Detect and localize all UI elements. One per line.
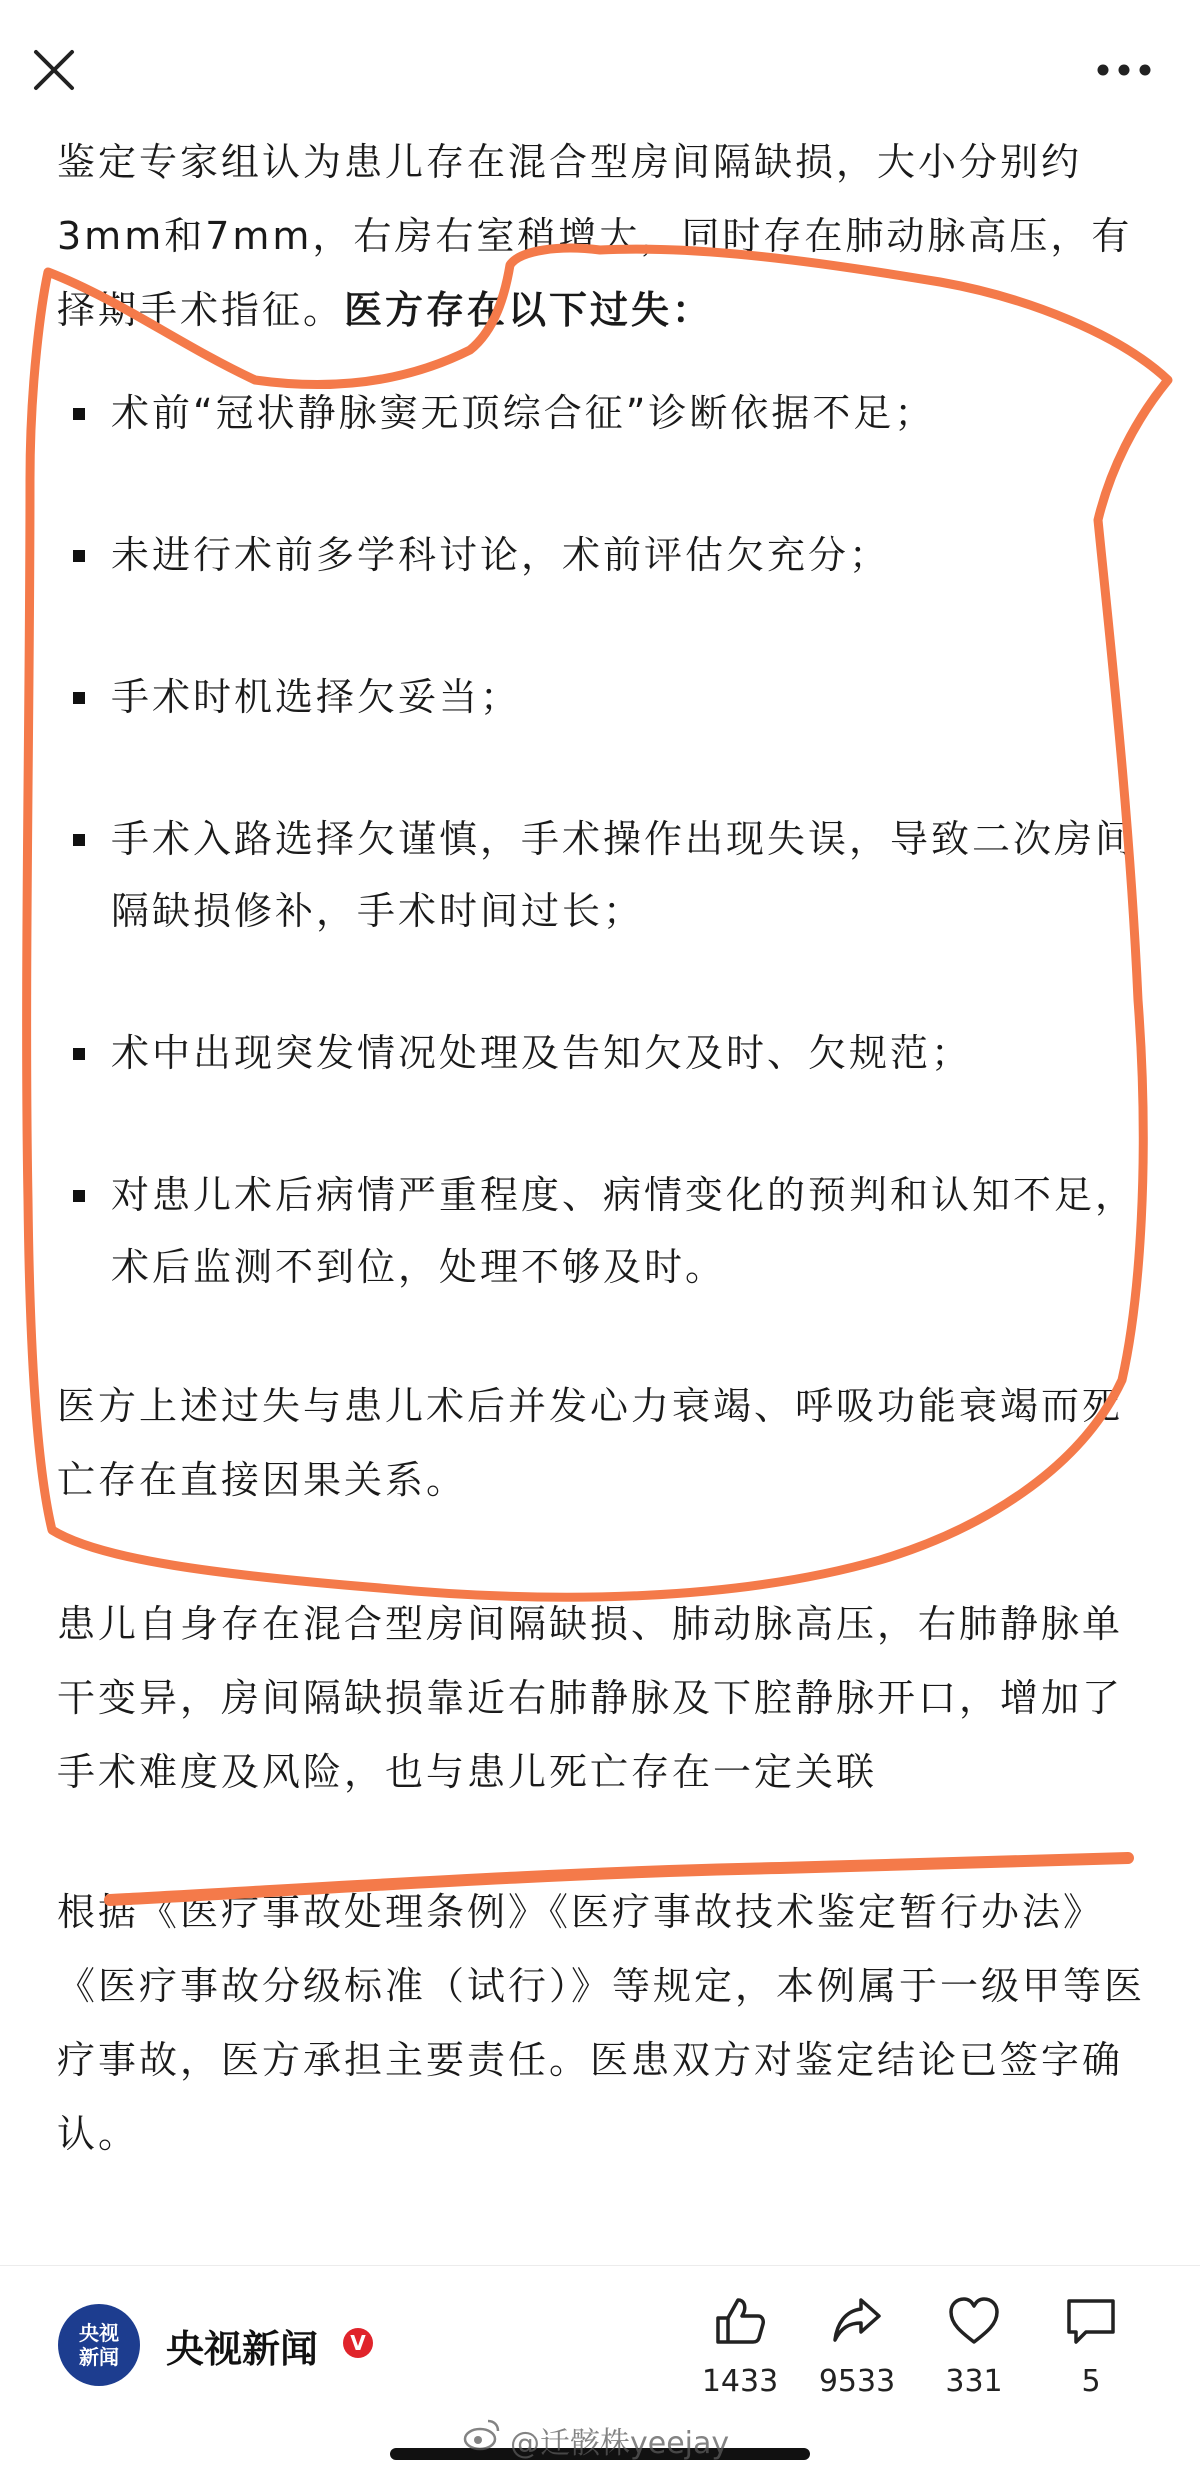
heart-icon (947, 2296, 1001, 2346)
watermark-text: @迁骸株yeejay (510, 2426, 730, 2461)
intro-text: 鉴定专家组认为患儿存在混合型房间隔缺损，大小分别约3mm和7mm，右房右室稍增大，同时存在肺动脉高压，有择期手术指征。 (57, 140, 1133, 332)
fault-item (57, 803, 1147, 947)
share-icon (831, 2296, 883, 2346)
intro-bold-text: 医方存在以下过失： (344, 288, 714, 332)
comment-icon (1064, 2296, 1118, 2346)
fault-item (57, 661, 1147, 733)
fault-item-text: 对患儿术后病情严重程度、病情变化的预判和认知不足，术后监测不到位，处理不够及时。 (111, 1173, 1137, 1289)
top-bar (0, 0, 1200, 140)
channel-name[interactable]: 央视新闻 (166, 2327, 319, 2371)
avatar-text-line1: 央视 (79, 2321, 119, 2345)
more-icon (1096, 63, 1152, 77)
favorite-button[interactable] (919, 2296, 1029, 2399)
weibo-icon (462, 2415, 502, 2455)
fault-item (57, 519, 1147, 591)
fault-item-text: 手术时机选择欠妥当； (111, 675, 522, 719)
bullet-icon (73, 834, 85, 846)
close-button[interactable] (22, 38, 86, 102)
verified-badge: V (343, 2328, 373, 2358)
share-button[interactable] (802, 2296, 912, 2399)
comment-button[interactable] (1036, 2296, 1146, 2399)
bullet-icon (73, 550, 85, 562)
like-count: 1433 (701, 2364, 779, 2399)
share-count: 9533 (818, 2364, 896, 2399)
favorite-count: 331 (945, 2364, 1003, 2399)
patient-paragraph: 患儿自身存在混合型房间隔缺损、肺动脉高压，右肺静脉单干变异，房间隔缺损靠近右肺静脉及下腔静脉开口，增加了手术难度及风险，也与患儿死亡存在一定关联 (57, 1602, 1124, 1794)
bullet-icon (73, 1048, 85, 1060)
fault-item (57, 1017, 1147, 1089)
like-icon (714, 2296, 766, 2346)
fault-item-text: 术中出现突发情况处理及告知欠及时、欠规范； (111, 1031, 973, 1075)
bullet-icon (73, 1190, 85, 1202)
channel-avatar[interactable] (58, 2304, 140, 2386)
fault-item-text: 手术入路选择欠谨慎，手术操作出现失误，导致二次房间隔缺损修补，手术时间过长； (111, 817, 1137, 933)
fault-list (57, 377, 1147, 1303)
bullet-icon (73, 692, 85, 704)
fault-item-text: 术前“冠状静脉窦无顶综合征”诊断依据不足； (111, 391, 936, 435)
comment-count: 5 (1081, 2364, 1101, 2399)
close-icon (33, 49, 75, 91)
conclusion-paragraph: 根据《医疗事故处理条例》《医疗事故技术鉴定暂行办法》《医疗事故分级标准（试行）》等规定，本例属于一级甲等医疗事故，医方承担主要责任。医患双方对鉴定结论已签字确认。 (57, 1890, 1146, 2156)
fault-item-text: 未进行术前多学科讨论，术前评估欠充分； (111, 533, 891, 577)
fault-item (57, 377, 1147, 449)
bullet-icon (73, 408, 85, 420)
intro-paragraph (57, 125, 1147, 347)
article-body (57, 125, 1147, 2171)
more-options-button[interactable] (1088, 46, 1160, 94)
avatar-text-line2: 新闻 (79, 2345, 119, 2369)
fault-item (57, 1159, 1147, 1303)
like-button[interactable] (685, 2296, 795, 2399)
causal-paragraph: 医方上述过失与患儿术后并发心力衰竭、呼吸功能衰竭而死亡存在直接因果关系。 (57, 1384, 1124, 1502)
